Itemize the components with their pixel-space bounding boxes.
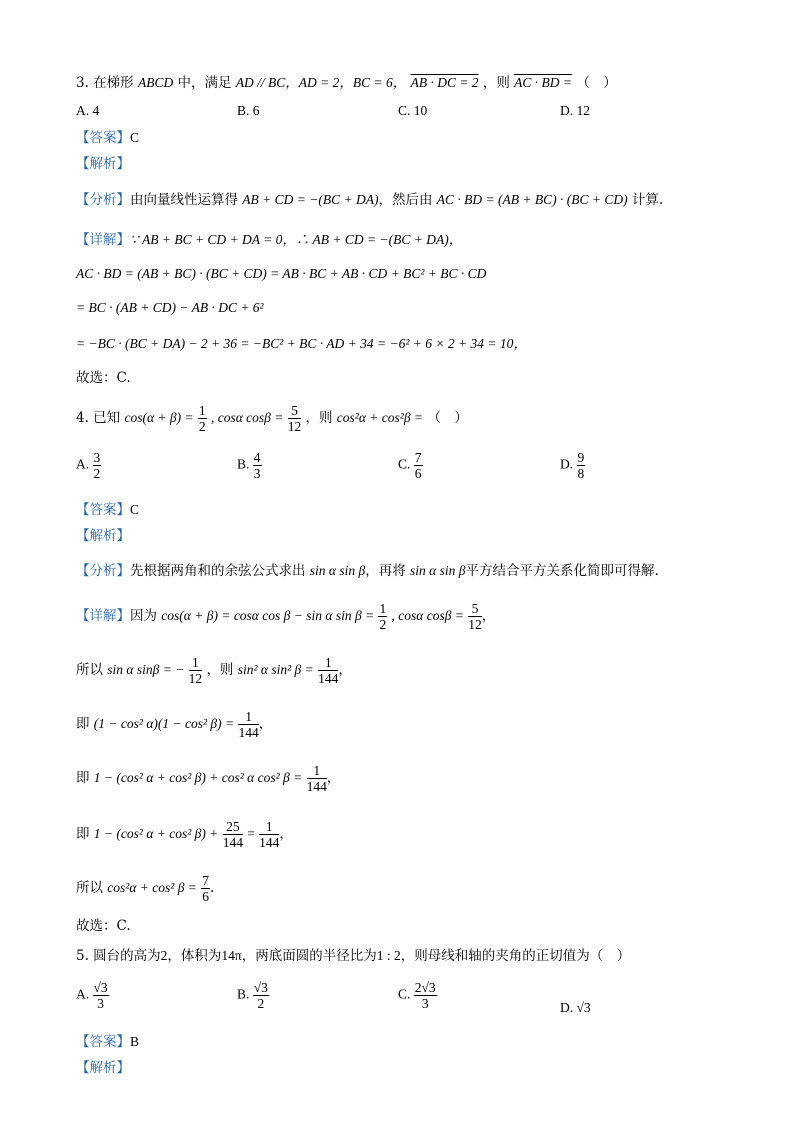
q3-stem: 3. 在梯形 ABCD 中，满足 AD // BC，AD = 2，BC = 6， AB · DC = 2 ，则 AC · BD = （ ） <box>76 75 617 91</box>
q4-detail-1: 【详解】因为 cos(α + β) = cosα cos β − sin α sin β = $\frac{1}{2}$ , cosα cosβ = $\frac{5}{12}$ ， <box>76 601 496 632</box>
q3-analysis-tag: 【解析】 <box>76 156 130 172</box>
q4-stem: 4. 已知 cos(α + β) = $\frac{1}{2}$ , cosα cosβ = $\frac{5}{12}$ ，则 cos²α + cos²β = （ ） <box>76 403 468 434</box>
q3-fenxi: 【分析】由向量线性运算得 AB + CD = −(BC + DA)，然后由 AC · BD = (AB + BC) · (BC + CD) 计算. <box>76 192 664 208</box>
q5-option-c: C. $\frac{2√3}{3}$ <box>398 980 436 1011</box>
q3-option-a: A. 4 <box>76 103 100 118</box>
q4-option-d: D. $\frac{9}{8}$ <box>560 450 585 481</box>
q3-detail-1: 【详解】∵ AB + BC + CD + DA = 0，∴ AB + CD = −(BC + DA)， <box>76 232 463 248</box>
q4-detail-4: 即 1 − (cos² α + cos² β) + cos² α cos² β = $\frac{1}{144}$ ， <box>76 763 341 794</box>
q5-option-a: A. $\frac{√3}{3}$ <box>76 980 108 1011</box>
q3-option-c: C. 10 <box>398 103 428 118</box>
q3-choose: 故选：C. <box>76 370 131 386</box>
q5-option-d: D. √3 <box>560 1000 591 1015</box>
q3-answer: 【答案】C <box>76 130 140 146</box>
q5-answer: 【答案】B <box>76 1034 140 1050</box>
q4-detail-3: 即 (1 − cos² α)(1 − cos² β) = $\frac{1}{144}$ ， <box>76 709 273 740</box>
q4-detail-6: 所以 cos²α + cos² β = $\frac{7}{6}$ . <box>76 873 215 904</box>
q4-option-c: C. $\frac{7}{6}$ <box>398 450 422 481</box>
q4-fenxi: 【分析】先根据两角和的余弦公式求出 sin α sin β，再将 sin α sin β平方结合平方关系化简即可得解. <box>76 563 659 579</box>
q4-option-b: B. $\frac{4}{3}$ <box>237 450 261 481</box>
q3-option-b: B. 6 <box>237 103 260 118</box>
q3-detail-3: = BC · (AB + CD) − AB · DC + 6² <box>76 300 264 315</box>
q5-option-b: B. $\frac{√3}{2}$ <box>237 980 268 1011</box>
q4-detail-2: 所以 sin α sinβ = − $\frac{1}{12}$ ，则 sin² α sin² β = $\frac{1}{144}$ ， <box>76 655 352 686</box>
q4-answer: 【答案】C <box>76 502 140 518</box>
q4-choose: 故选：C. <box>76 918 131 934</box>
q3-detail-4: = −BC · (BC + DA) − 2 + 36 = −BC² + BC · AD + 34 = −6² + 6 × 2 + 34 = 10， <box>76 336 527 351</box>
q3-detail-2: AC · BD = (AB + BC) · (BC + CD) = AB · BC + AB · CD + BC² + BC · CD <box>76 266 487 281</box>
q4-option-a: A. $\frac{3}{2}$ <box>76 450 101 481</box>
q5-stem: 5. 圆台的高为2，体积为14π，两底面圆的半径比为1 : 2，则母线和轴的夹角的正切值为（ ） <box>76 948 631 964</box>
q5-analysis-tag: 【解析】 <box>76 1060 130 1076</box>
q4-analysis-tag: 【解析】 <box>76 528 130 544</box>
q4-detail-5: 即 1 − (cos² α + cos² β) + $\frac{25}{144}$ = $\frac{1}{144}$ ， <box>76 819 293 850</box>
q3-option-d: D. 12 <box>560 103 590 118</box>
